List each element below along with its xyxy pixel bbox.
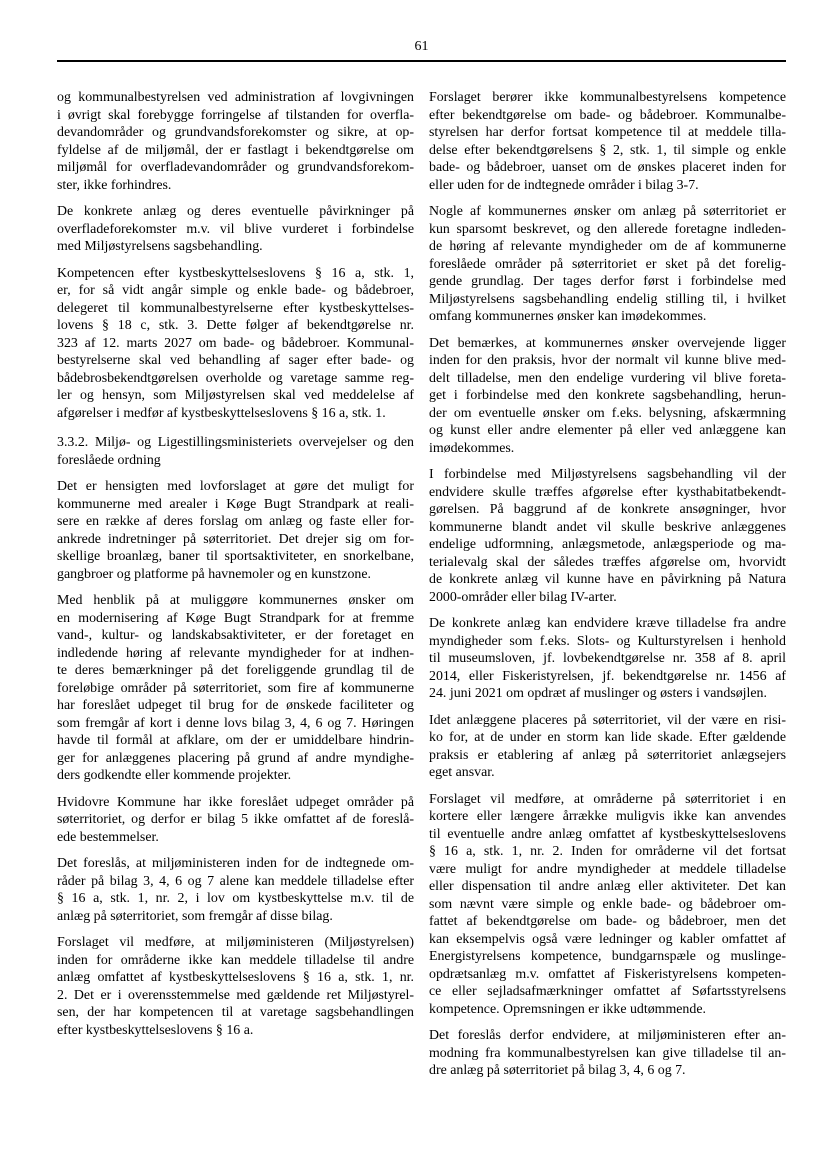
text-line: omfang kommunernes ønsker kan imødekommes. bbox=[429, 309, 707, 324]
text-line: terialevalg skal der således træffes afgørelse om, hvorvidt bbox=[429, 554, 786, 570]
text-line: bade- og bådebroer, uanset om de ønskes placeret inden for bbox=[429, 160, 786, 175]
text-line: ede bestemmelser. bbox=[57, 829, 159, 845]
paragraph bbox=[57, 855, 414, 925]
paragraph bbox=[57, 934, 414, 1039]
text-line: og kommunalbestyrelsen ved administration af lovgivningen bbox=[57, 90, 414, 105]
text-line: ko for, at de under en storm kan lide skade. Efter gældende bbox=[429, 730, 786, 745]
text-line: foreslåede områder på søterritoriet er sket på det forelig- bbox=[429, 256, 786, 272]
text-line: bådebrosbekendtgørelsen overholde og varetage samme reg- bbox=[57, 370, 414, 386]
text-line: ger for anlæggenes placering på grund af andre myndighe- bbox=[57, 750, 414, 766]
text-line: myndigheder som f.eks. Slots- og Kulturstyrelsen i henhold bbox=[429, 633, 786, 649]
text-line: skellige broanlæg, baner til sportsaktiviteter, en snorkelbane, bbox=[57, 549, 414, 564]
text-line: Hvidovre Kommune har ikke foreslået udpeget områder på bbox=[57, 794, 414, 810]
text-line: kortere eller længere årrække muligvis ikke kan anvendes bbox=[429, 809, 786, 824]
paragraph bbox=[429, 335, 786, 458]
text-line: ce eller sejladsafmærkninger omfattet af Søfartsstyrelsens bbox=[429, 984, 786, 999]
page-header bbox=[57, 39, 786, 70]
text-line: havde til formål at afklare, om der er umiddelbare hindrin- bbox=[57, 733, 414, 748]
text-line: Det foreslås derfor endvidere, at miljøministeren efter an- bbox=[429, 1028, 786, 1043]
text-line: 3.3.2. Miljø- og Ligestillingsministeriets overvejelser og den bbox=[57, 435, 414, 450]
text-line: er, for så vidt angår simple og enkle bade- og bådebroer, bbox=[57, 283, 414, 298]
left-column bbox=[57, 89, 414, 1080]
text-line: 2014, eller Fiskeristyrelsen, jf. bekendtgørelse nr. 1456 af bbox=[429, 668, 786, 684]
text-line: ankrede indretninger på søterritoriet. Det drejer sig om for- bbox=[57, 531, 414, 547]
text-line: der om eventuelle ønsker om f.eks. belysning, afskærmning bbox=[429, 405, 786, 421]
paragraph bbox=[57, 478, 414, 583]
text-line: 24. juni 2021 om opdræt af muslinger og østers i vandsøjlen. bbox=[429, 686, 767, 701]
text-line: gangbroer og platforme på havnemoler og en kunstzone. bbox=[57, 566, 371, 582]
text-line: endelige udformning, anlægsmetode, anlægsperiode og ma- bbox=[429, 537, 786, 552]
text-line: lovens § 18 c, stk. 3. Dette følger af bekendtgørelse nr. bbox=[57, 318, 414, 333]
header-rule bbox=[57, 60, 786, 62]
text-line: eget ansvar. bbox=[429, 765, 495, 780]
text-line: en modernisering af Køge Bugt Strandpark for at fremme bbox=[57, 610, 414, 626]
text-line: opdrætsanlæg m.v. omfattet af Fiskeristyrelsens kompeten- bbox=[429, 966, 786, 982]
text-line: Det bemærkes, at kommunernes ønsker overvejende ligger bbox=[429, 335, 786, 351]
text-line: anlæg på søterritoriet, som fremgår af disse bilag. bbox=[57, 908, 333, 924]
paragraph bbox=[57, 265, 414, 423]
paragraph bbox=[57, 794, 414, 847]
text-line: afgørelser i medfør af kystbeskyttelseslovens § 16 a, stk. 1. bbox=[57, 405, 386, 421]
text-line: § 16 a, stk. 1, nr. 2. Inden for områderne vil det fortsat bbox=[429, 844, 786, 859]
paragraph bbox=[429, 203, 786, 326]
text-line: med Miljøstyrelsens sagsbehandling. bbox=[57, 239, 263, 254]
text-line: til museumsloven, jf. lovbekendtgørelse nr. 358 af 8. april bbox=[429, 651, 786, 666]
text-line: delt tilladelse, men den endelige vurdering vil blive foreta- bbox=[429, 370, 786, 386]
text-line: fyldelse af de miljømål, der er fastlagt i bekendtgørelse om bbox=[57, 142, 414, 158]
text-line: Kompetencen efter kystbeskyttelseslovens § 16 a, stk. 1, bbox=[57, 265, 414, 281]
paragraph bbox=[57, 592, 414, 785]
text-line: sere en række af deres forslag om anlæg og faste eller for- bbox=[57, 514, 414, 529]
paragraph bbox=[429, 89, 786, 194]
text-line: I forbindelse med Miljøstyrelsens sagsbehandling vil der bbox=[429, 467, 786, 482]
text-columns bbox=[57, 89, 786, 1080]
paragraph bbox=[429, 615, 786, 703]
text-line: Med henblik på at muliggøre kommunernes ønsker om bbox=[57, 593, 414, 608]
text-line: Forslaget berører ikke kommunalbestyrelsens kompetence bbox=[429, 90, 786, 105]
paragraph bbox=[429, 712, 786, 782]
text-line: Nogle af kommunernes ønsker om anlæg på søterritoriet er bbox=[429, 204, 786, 219]
text-line: kommunerne med arealer i Køge Bugt Strandpark at reali- bbox=[57, 496, 414, 512]
text-line: foreslåede ordning bbox=[57, 452, 161, 468]
text-line: delse efter bekendtgørelsens § 2, stk. 1, til simple og enkle bbox=[429, 142, 786, 158]
text-line: kan eksempelvis også være ledninger og kabler omfattet af bbox=[429, 931, 786, 947]
text-line: Det foreslås, at miljøministeren inden for de indtegnede om- bbox=[57, 856, 414, 871]
paragraph bbox=[429, 791, 786, 1019]
text-line: eller dispensation til andre anlæg eller aktiviteter. Det kan bbox=[429, 879, 786, 894]
text-line: devandområder og grundvandsforekomster og sikre, at op- bbox=[57, 125, 414, 140]
text-line: imødekommes. bbox=[429, 440, 515, 456]
text-line: De konkrete anlæg kan endvidere kræve tilladelse fra andre bbox=[429, 616, 786, 631]
paragraph bbox=[429, 466, 786, 606]
text-line: som nævnt være simple og enkle bade- og bådebroer om- bbox=[429, 896, 786, 912]
paragraph bbox=[57, 203, 414, 256]
paragraph bbox=[57, 89, 414, 194]
text-line: de høring af relevante myndigheder om de af kommunerne bbox=[429, 239, 786, 254]
text-line: anlæg omfattet af kystbeskyttelseslovens § 16 a, stk. 1, nr. bbox=[57, 970, 414, 985]
text-line: endvidere skulle træffes afgørelse efter kysthabitatbekendt- bbox=[429, 484, 786, 500]
text-line: Idet anlæggene placeres på søterritoriet, vil der være en risi- bbox=[429, 712, 786, 728]
text-line: efter bekendtgørelse om bade- og bådebroer. Kommunalbe- bbox=[429, 107, 786, 123]
text-line: kompetence. Opremsningen er ikke udtømmende. bbox=[429, 1001, 706, 1017]
text-line: get i forbindelse med den konkrete sagsbehandling, herun- bbox=[429, 388, 786, 403]
paragraph bbox=[429, 1027, 786, 1080]
text-line: miljømål for overfladevandområder og grundvandsforekom- bbox=[57, 160, 414, 175]
text-line: inden for den praksis, hvor der normalt vil kunne blive med- bbox=[429, 353, 786, 368]
text-line: efter kystbeskyttelseslovens § 16 a. bbox=[57, 1022, 254, 1038]
text-line: til eventuelle andre anlæg omfattet af kystbeskyttelseslovens bbox=[429, 826, 786, 842]
page-number: 61 bbox=[414, 39, 429, 54]
text-line: te deres bemærkninger på det foreliggende grundlag til de bbox=[57, 663, 414, 678]
text-line: gende grundlag. Der tages derfor først i forbindelse med bbox=[429, 274, 786, 289]
text-line: styrelsen har derfor fortsat kompetence til at meddele tilla- bbox=[429, 125, 786, 140]
text-line: som fremgår af kort i denne lovs bilag 3, 4, 6 og 7. Høringen bbox=[57, 715, 414, 731]
right-column bbox=[429, 89, 786, 1080]
text-line: overfladeforekomster m.v. vil blive vurderet i forbindelse bbox=[57, 221, 414, 237]
text-line: eller uden for de indtegnede områder i bilag 3-7. bbox=[429, 177, 699, 193]
text-line: ster, ikke forhindres. bbox=[57, 177, 172, 193]
text-line: råder på bilag 3, 4, 6 og 7 alene kan meddele tilladelse efter bbox=[57, 873, 414, 889]
text-line: Forslaget vil medføre, at områderne på søterritoriet i en bbox=[429, 791, 786, 807]
text-line: praksis er etablering af anlæg på søterritoriet anlægsejers bbox=[429, 747, 786, 763]
text-line: inden for områderne ikke kan meddele tilladelse til andre bbox=[57, 952, 414, 968]
text-line: dre anlæg på søterritoriet på bilag 3, 4, 6 og 7. bbox=[429, 1063, 686, 1078]
text-line: ler og hensyn, som Miljøstyrelsen skal ved meddelelse af bbox=[57, 388, 414, 403]
text-line: bestyrelserne skal ved behandling af sager efter bade- og bbox=[57, 353, 414, 368]
text-line: § 16 a, stk. 1, nr. 2, i lov om kystbeskyttelse m.v. til de bbox=[57, 891, 414, 906]
text-line: de konkrete anlæg vil kunne have en påvirkning på Natura bbox=[429, 572, 786, 587]
text-line: delegeret til kommunalbestyrelserne efter kystbeskyttelses- bbox=[57, 300, 414, 316]
text-line: kun sparsomt beskrevet, og den allerede foretagne indleden- bbox=[429, 221, 786, 237]
section-heading bbox=[57, 434, 414, 469]
text-line: søterritoriet, og derfor er bilag 5 ikke omfattet af de foreslå- bbox=[57, 812, 414, 827]
text-line: Forslaget vil medføre, at miljøministeren (Miljøstyrelsen) bbox=[57, 935, 414, 950]
text-line: være muligt for andre myndigheder at meddele tilladelse bbox=[429, 861, 786, 877]
text-line: har foreslået udpeget til brug for de ønskede faciliteter og bbox=[57, 698, 414, 713]
text-line: fattet af bekendtgørelse om bade- og bådebroer, men det bbox=[429, 914, 786, 929]
text-line: og kunst eller andre elementer på eller ved anlæggene kan bbox=[429, 423, 786, 438]
text-line: ders godkendte eller kommende projekter. bbox=[57, 768, 292, 783]
text-line: Det er hensigten med lovforslaget at gøre det muligt for bbox=[57, 479, 414, 494]
text-line: gørelsen. På baggrund af de konkrete ansøgninger, hvor bbox=[429, 502, 786, 517]
text-line: indledende høring af relevante myndigheder for at indhen- bbox=[57, 645, 414, 661]
text-line: i øvrigt skal forebygge forringelse af tilstanden for overfla- bbox=[57, 107, 414, 123]
text-line: sen, der har kompetencen til at varetage sagsbehandlingen bbox=[57, 1005, 414, 1020]
text-line: 323 af 12. marts 2027 om bade- og bådebroer. Kommunal- bbox=[57, 335, 414, 351]
text-line: De konkrete anlæg og deres eventuelle påvirkninger på bbox=[57, 204, 414, 219]
text-line: modning fra kommunalbestyrelsen kan give tilladelse til an- bbox=[429, 1045, 786, 1061]
text-line: Miljøstyrelsens sagsbehandling endelig stilling til, i hvilket bbox=[429, 291, 786, 307]
text-line: vand-, kultur- og landskabsaktiviteter, er der foretaget en bbox=[57, 628, 414, 643]
text-line: 2. Det er i overensstemmelse med gældende ret Miljøstyrel- bbox=[57, 987, 414, 1003]
text-line: 2000-områder eller bilag IV-arter. bbox=[429, 589, 617, 605]
text-line: foreløbige områder på søterritoriet, som fire af kommunerne bbox=[57, 680, 414, 696]
text-line: kommunerne blandt andet vil skulle beskrive anlæggenes bbox=[429, 519, 786, 535]
text-line: Energistyrelsens kompetence, bundgarnspæle og muslinge- bbox=[429, 949, 786, 964]
